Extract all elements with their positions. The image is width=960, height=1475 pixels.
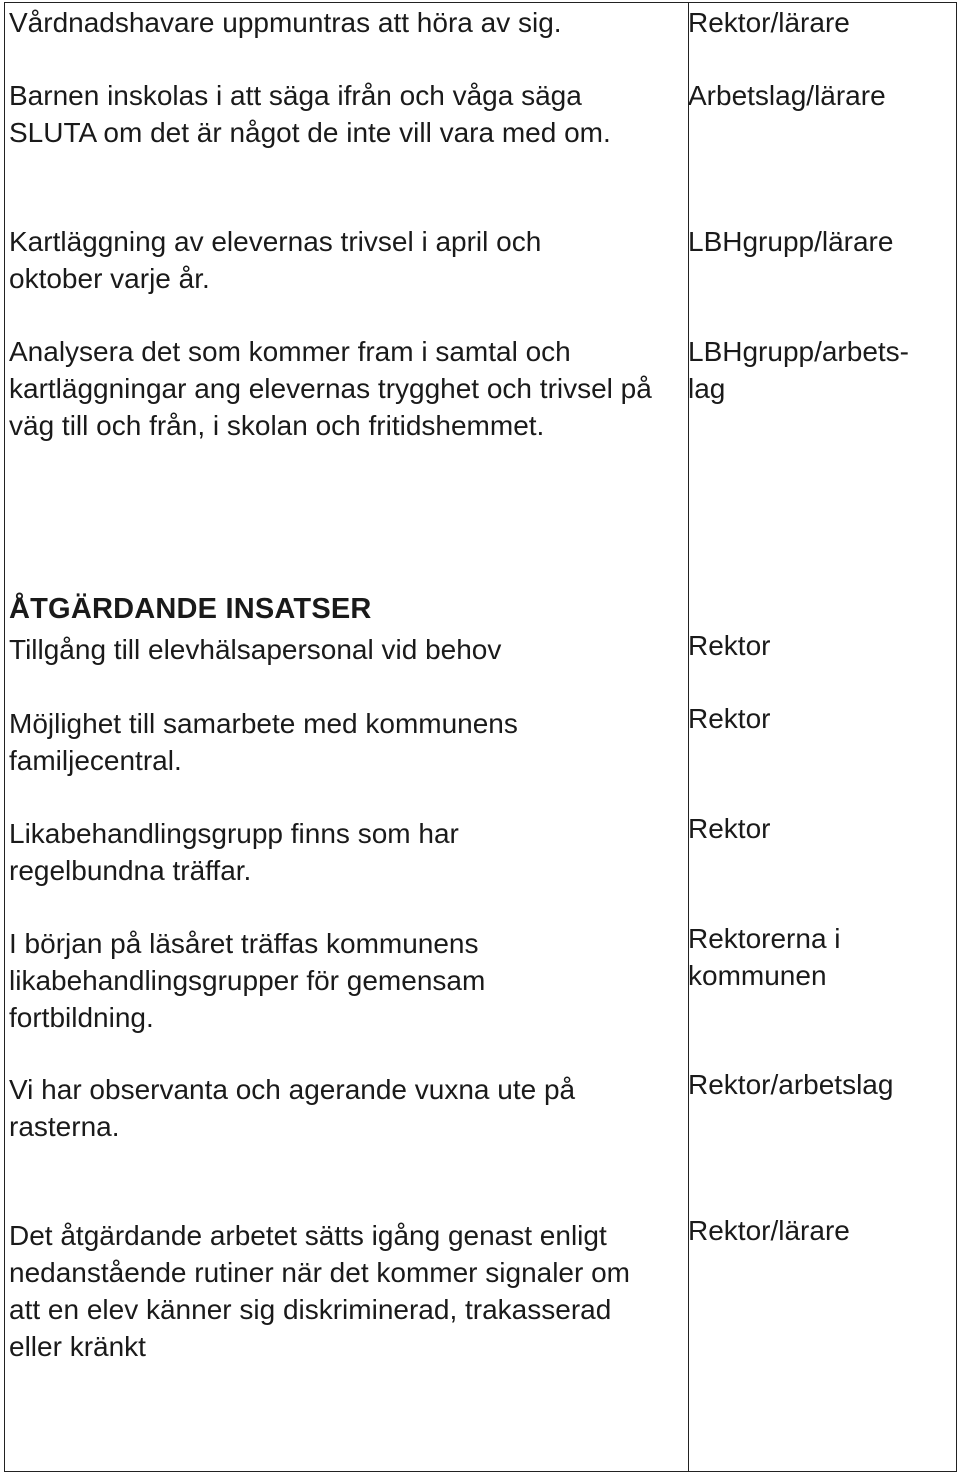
text-children-say-stop: Barnen inskolas i att säga ifrån och våga säga SLUTA om det är något de inte vill vara med om. xyxy=(9,80,611,148)
text-observant-adults: Vi har observanta och agerande vuxna ute på rasterna. xyxy=(9,1074,576,1142)
responsible-9: Rektor/arbetslag xyxy=(688,1069,894,1100)
responsible-6: Rektor xyxy=(688,703,771,734)
responsible-7: Rektor xyxy=(688,813,771,844)
responsible-4: LBHgrupp/arbets-lag xyxy=(688,336,910,404)
text-equality-group: Likabehandlingsgrupp finns som har regelbundna träffar. xyxy=(9,818,459,886)
text-immediate-action: Det åtgärdande arbetet sätts igång genast enligt nedanstående rutiner när det kommer signaler om att en elev känner sig diskriminerad, trakasserad eller kränkt xyxy=(9,1220,631,1362)
responsible-8: Rektorerna i kommunen xyxy=(688,923,841,991)
section-heading: ÅTGÄRDANDE INSATSER xyxy=(9,593,372,625)
text-family-center: Möjlighet till samarbete med kommunens familjecentral. xyxy=(9,708,518,776)
text-guardians: Vårdnadshavare uppmuntras att höra av sig. xyxy=(9,7,562,38)
text-training: I början på läsåret träffas kommunens likabehandlingsgrupper för gemensam fortbildning. xyxy=(9,928,486,1033)
responsible-1: Rektor/lärare xyxy=(688,7,850,38)
responsible-3: LBHgrupp/lärare xyxy=(688,226,894,257)
text-analysis: Analysera det som kommer fram i samtal och kartläggningar ang elevernas trygghet och trivsel på väg till och från, i skolan och fritidshemmet. xyxy=(9,336,652,441)
responsible-10: Rektor/lärare xyxy=(688,1215,850,1246)
responsible-2: Arbetslag/lärare xyxy=(688,80,886,111)
text-survey: Kartläggning av elevernas trivsel i april och oktober varje år. xyxy=(9,226,542,294)
responsible-5: Rektor xyxy=(688,630,771,661)
text-student-health: Tillgång till elevhälsapersonal vid behov xyxy=(9,634,502,665)
